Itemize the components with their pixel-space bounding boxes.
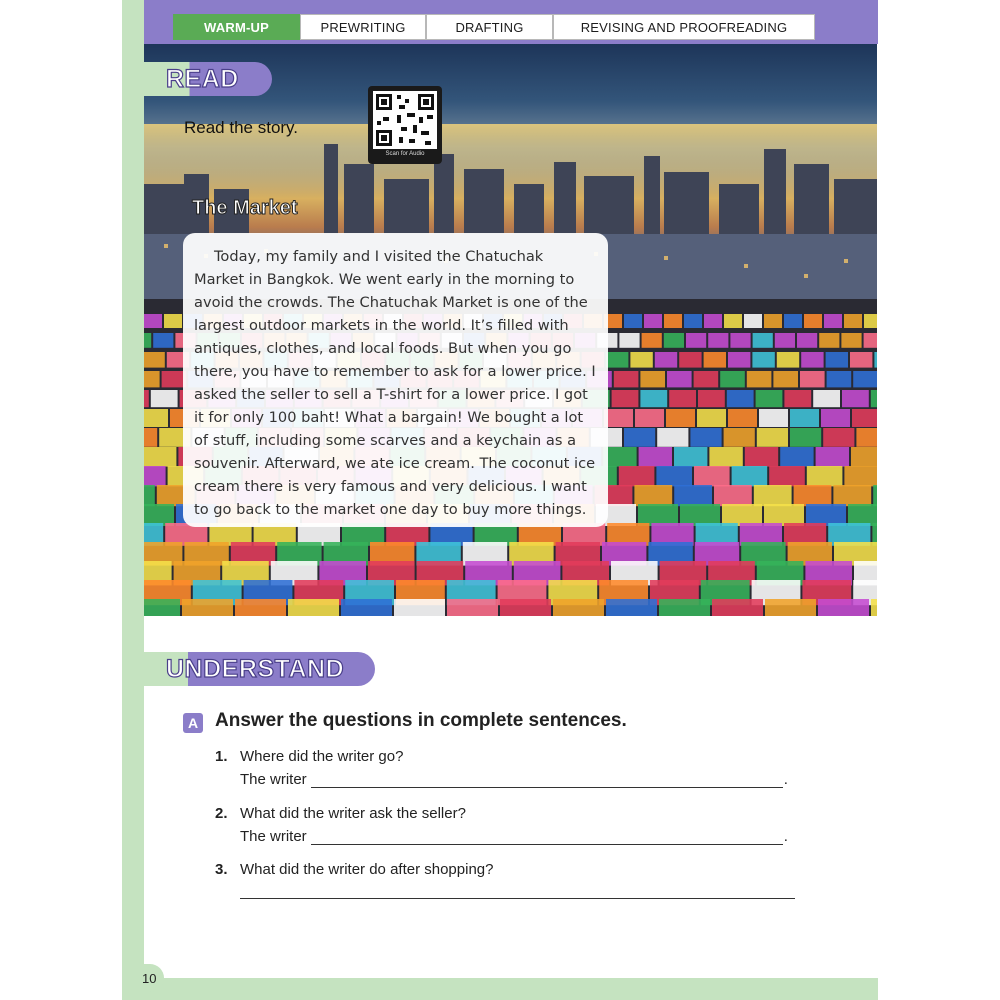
period: . (783, 771, 788, 788)
market-tent (644, 314, 662, 328)
read-heading: READ (122, 62, 272, 96)
market-tent (813, 390, 840, 407)
market-tent (844, 466, 877, 486)
market-tent (394, 599, 445, 616)
market-tent (819, 333, 839, 348)
market-tent (144, 390, 149, 407)
market-tent (144, 333, 151, 348)
question-1 (215, 748, 403, 765)
market-tent (824, 314, 842, 328)
market-tent (694, 371, 719, 387)
tab-revising[interactable]: REVISING AND PROOFREADING (553, 14, 815, 40)
qr-code-icon (373, 91, 437, 149)
market-tent (698, 390, 725, 407)
market-tent (144, 409, 168, 427)
qr-code[interactable] (368, 86, 442, 164)
market-tent (680, 504, 720, 526)
market-tent (727, 390, 754, 407)
answer-prefix: The writer (240, 771, 307, 788)
market-tent (709, 447, 742, 467)
market-tent (797, 333, 817, 348)
market-tent (747, 371, 772, 387)
market-tent (790, 428, 821, 447)
market-tent (722, 504, 762, 526)
market-tent (153, 333, 173, 348)
market-tent (640, 390, 667, 407)
market-tent (500, 599, 551, 616)
market-tent (841, 333, 861, 348)
market-tent (844, 314, 862, 328)
market-tent (714, 485, 752, 506)
market-tent (744, 314, 762, 328)
question-2 (215, 805, 466, 822)
market-tent (642, 333, 662, 348)
market-tent (850, 352, 872, 368)
market-tent (612, 390, 639, 407)
market-tent (756, 390, 783, 407)
market-tent (634, 485, 672, 506)
market-tent (164, 314, 182, 328)
qr-label: Scan for Audio (385, 151, 425, 157)
market-tent (853, 371, 877, 387)
tab-prewriting[interactable]: PREWRITING (300, 14, 426, 40)
market-tent (856, 428, 877, 447)
market-tent (666, 409, 695, 427)
market-tent (833, 485, 871, 506)
story-text: Today, my family and I visited the Chatuchak Market in Bangkok. We went early in the morning to avoid the crowds. The Chatuchak Market is one of the largest outdoor markets in the world. It’s filled with antiques, clothes, and local foods. But when you go there, you have to remember to ask for a lower price. I asked the seller to sell a T-shirt for a lower price. I got it for only 100 baht! What a bargain! We bought a lot of stuff, including some scarves and a keychain as a souvenir. Afterward, we ate ice cream. The coconut ice cream there is very famous and very delicious. I want to go back to the market one day to buy more things. (194, 248, 596, 518)
market-tent (769, 466, 805, 486)
bottom-band (144, 978, 878, 1000)
market-tent (144, 504, 174, 526)
market-tent (669, 390, 696, 407)
market-tent (704, 352, 726, 368)
market-tent (794, 485, 832, 506)
market-tent (656, 466, 692, 486)
market-tent (144, 352, 165, 368)
market-tent (144, 447, 176, 467)
market-tent (288, 599, 339, 616)
market-tent (619, 333, 639, 348)
market-tent (704, 314, 722, 328)
market-tent (694, 466, 730, 486)
market-tent (724, 428, 755, 447)
market-tent (728, 409, 757, 427)
market-tent (664, 333, 684, 348)
market-tent (745, 447, 778, 467)
market-tent (182, 599, 233, 616)
market-tent (827, 371, 852, 387)
market-tent (639, 447, 672, 467)
market-tent (674, 447, 707, 467)
market-tent (730, 333, 750, 348)
market-tent (753, 333, 773, 348)
market-tent (764, 504, 804, 526)
market-tent (712, 599, 763, 616)
market-tent (871, 599, 877, 616)
market-tent (864, 333, 877, 348)
market-tent (447, 599, 498, 616)
market-tent (777, 352, 799, 368)
market-tent (686, 333, 706, 348)
market-tent (804, 314, 822, 328)
market-tent (728, 352, 750, 368)
market-tent (679, 352, 701, 368)
page-number: 10 (122, 964, 164, 992)
market-tent (806, 504, 846, 526)
market-tent (667, 371, 692, 387)
tab-drafting[interactable]: DRAFTING (426, 14, 553, 40)
market-tent (144, 314, 162, 328)
market-tent (664, 314, 682, 328)
market-tent (754, 485, 792, 506)
question-3 (215, 861, 493, 878)
market-tent (790, 409, 819, 427)
market-tent (821, 409, 850, 427)
market-tent (151, 390, 178, 407)
answer-blank[interactable] (311, 829, 783, 845)
market-tent (871, 390, 877, 407)
market-tent (864, 314, 877, 328)
market-tent (640, 371, 665, 387)
market-tent (638, 504, 678, 526)
understand-heading: UNDERSTAND (122, 652, 375, 686)
market-tent (144, 371, 160, 387)
market-tent (851, 447, 877, 467)
market-tent (780, 447, 813, 467)
market-tent (732, 466, 768, 486)
market-tent (720, 371, 745, 387)
market-tent (848, 504, 877, 526)
answer-blank[interactable] (311, 772, 783, 788)
market-tent (801, 352, 823, 368)
question-text: Where did the writer go? (240, 748, 404, 765)
question-number: 1. (215, 748, 228, 765)
left-margin-strip (122, 0, 144, 1000)
market-tent (674, 485, 712, 506)
market-tent (684, 314, 702, 328)
answer-prefix: The writer (240, 828, 307, 845)
market-tent (659, 599, 710, 616)
read-instruction: Read the story. (184, 118, 299, 137)
market-tent (144, 466, 166, 486)
question-text: What did the writer ask the seller? (240, 805, 466, 822)
story-box (183, 233, 608, 527)
market-tent (624, 314, 642, 328)
market-tent (614, 371, 639, 387)
market-tent (144, 485, 155, 506)
market-tent (784, 390, 811, 407)
market-tent (341, 599, 392, 616)
market-tent (775, 333, 795, 348)
market-tent (235, 599, 286, 616)
question-number: 2. (215, 805, 228, 822)
market-tent (816, 447, 849, 467)
market-tent (606, 599, 657, 616)
market-tent (826, 352, 848, 368)
market-tent (697, 409, 726, 427)
market-tent (765, 599, 816, 616)
market-tent (655, 352, 677, 368)
market-tent (144, 428, 157, 447)
market-tent (873, 485, 877, 506)
stage-tabs (173, 14, 815, 40)
tab-warm-up[interactable]: WARM-UP (173, 14, 300, 40)
market-tent (624, 428, 655, 447)
market-tent (604, 409, 633, 427)
market-tent (144, 599, 180, 616)
answer-line-3[interactable] (240, 898, 795, 899)
market-tent (800, 371, 825, 387)
market-tent (874, 352, 877, 368)
market-tent (773, 371, 798, 387)
question-number: 3. (215, 861, 228, 878)
market-tent (635, 409, 664, 427)
story-title: The Market (192, 197, 298, 219)
market-tent (764, 314, 782, 328)
question-text: What did the writer do after shopping? (240, 861, 494, 878)
market-tent (752, 352, 774, 368)
market-tent (619, 466, 655, 486)
market-tent (784, 314, 802, 328)
activity-letter-badge: A (183, 713, 203, 733)
market-tent (553, 599, 604, 616)
market-tent (759, 409, 788, 427)
market-tent (842, 390, 869, 407)
market-tent (630, 352, 652, 368)
market-tent (757, 428, 788, 447)
market-tent (606, 352, 628, 368)
answer-line-1[interactable] (240, 771, 788, 788)
market-tent (807, 466, 843, 486)
market-tent (852, 409, 877, 427)
period: . (783, 828, 788, 845)
market-tent (603, 447, 636, 467)
market-tent (823, 428, 854, 447)
activity-instruction: Answer the questions in complete sentences. (215, 710, 627, 731)
answer-line-2[interactable] (240, 828, 788, 845)
market-tent (724, 314, 742, 328)
market-tent (818, 599, 869, 616)
market-tent (690, 428, 721, 447)
market-tent (657, 428, 688, 447)
market-tent (708, 333, 728, 348)
